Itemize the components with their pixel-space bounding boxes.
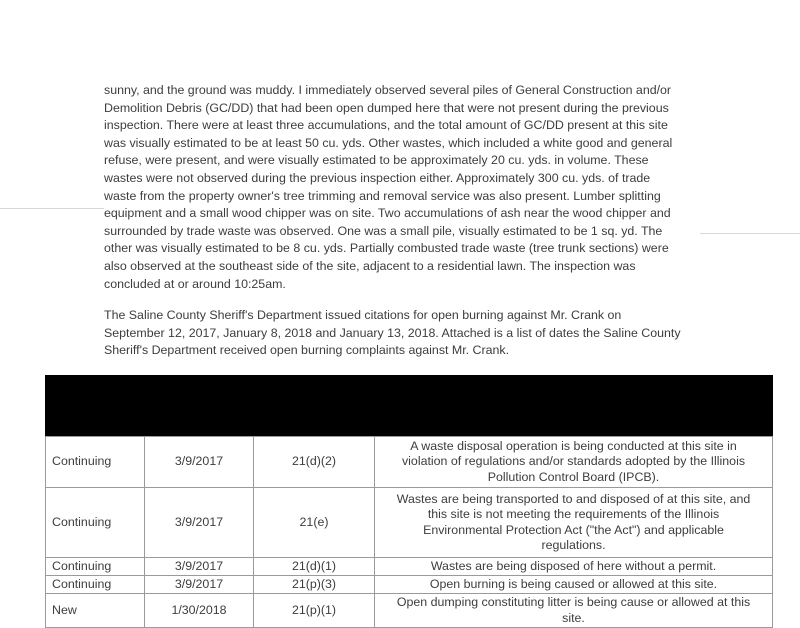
text-line: inspection. There were at least three accumulations, and the total amount of GC/DD present at this site — [104, 118, 668, 133]
description-line: this site is not meeting the requirements of the Illinois — [427, 507, 720, 521]
text-line: September 12, 2017, January 8, 2018 and January 13, 2018. Attached is a list of dates the Saline County — [104, 325, 681, 340]
violations-table — [45, 436, 773, 628]
violation-status: Continuing — [46, 437, 145, 488]
text-line: Demolition Debris (GC/DD) that had been open dumped here that were not present during the previous — [104, 100, 669, 115]
violation-section: 21(d)(2) — [254, 437, 375, 488]
text-line: sunny, and the ground was muddy. I immediately observed several piles of General Construction and/or — [104, 83, 672, 97]
table-row — [46, 437, 773, 488]
violation-section: 21(p)(3) — [254, 576, 375, 594]
violation-section: 21(p)(1) — [254, 594, 375, 628]
violation-date: 3/9/2017 — [145, 558, 254, 576]
scan-artifact-line — [700, 233, 800, 234]
body-paragraph-citations — [104, 307, 704, 360]
description-line: Open dumping constituting litter is being cause or allowed at this — [396, 595, 751, 609]
violation-status: Continuing — [46, 576, 145, 594]
redacted-table-header — [45, 375, 773, 436]
violation-date: 1/30/2018 — [145, 594, 254, 628]
text-line: The Saline County Sheriff's Department issued citations for open burning against Mr. Crank on — [104, 308, 622, 322]
description-line: regulations. — [541, 538, 606, 552]
body-paragraph-inspection — [104, 82, 704, 293]
table-row — [46, 558, 773, 576]
description-line: Wastes are being transported to and disposed of at this site, and — [396, 491, 751, 506]
text-line: waste from the property owner's tree trimming and removal service was also present. Lumber splitting — [104, 188, 661, 203]
violation-description — [375, 558, 773, 576]
table-row — [46, 594, 773, 628]
violation-description — [375, 594, 773, 628]
violation-description — [375, 576, 773, 594]
violation-description — [375, 488, 773, 558]
description-line: Open burning is being caused or allowed at this site. — [429, 576, 718, 591]
violation-section: 21(e) — [254, 488, 375, 558]
description-line: site. — [562, 610, 585, 625]
text-line: wastes were not observed during the previous inspection either. Approximately 300 cu. yds. of trade — [104, 170, 651, 185]
description-line: Wastes are being disposed of here without a permit. — [430, 558, 717, 573]
text-line: equipment and a small wood chipper was on site. Two accumulations of ash near the wood chipper and — [104, 206, 671, 221]
text-line: also observed at the southeast side of the site, adjacent to a residential lawn. The inspection was — [104, 258, 636, 273]
text-line: other was visually estimated to be 8 cu. yds. Partially combusted trade waste (tree trunk sections) were — [104, 241, 669, 256]
text-line: refuse, were present, and were visually estimated to be approximately 20 cu. yds. in volume. These — [104, 153, 649, 168]
table-row — [46, 576, 773, 594]
violation-status: Continuing — [46, 558, 145, 576]
violation-date: 3/9/2017 — [145, 576, 254, 594]
violation-status: New — [46, 594, 145, 628]
text-line: concluded at or around 10:25am. — [104, 276, 286, 291]
table-row — [46, 488, 773, 558]
violation-date: 3/9/2017 — [145, 488, 254, 558]
violation-date: 3/9/2017 — [145, 437, 254, 488]
text-line: Sheriff's Department received open burning complaints against Mr. Crank. — [104, 343, 510, 358]
description-line: Environmental Protection Act ("the Act") and applicable — [423, 522, 724, 537]
violation-description — [375, 437, 773, 488]
violation-section: 21(d)(1) — [254, 558, 375, 576]
scan-artifact-line — [0, 208, 104, 209]
text-line: was visually estimated to be at least 50 cu. yds. Other wastes, which included a white good and general — [104, 135, 673, 150]
description-line: violation of regulations and/or standards adopted by the Illinois — [401, 454, 746, 469]
description-line: A waste disposal operation is being conducted at this site in — [410, 438, 737, 453]
text-line: surrounded by trade waste was observed. One was a small pile, visually estimated to be 1 sq. yd. The — [104, 223, 663, 238]
violation-status: Continuing — [46, 488, 145, 558]
description-line: Pollution Control Board (IPCB). — [487, 469, 660, 484]
